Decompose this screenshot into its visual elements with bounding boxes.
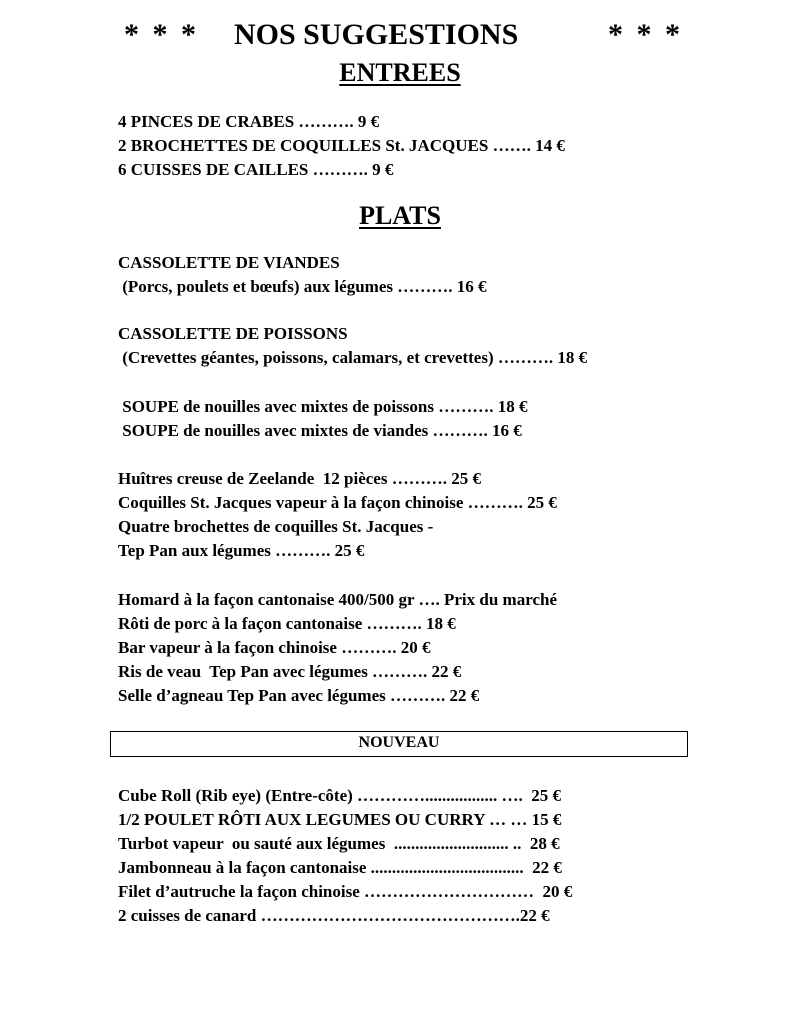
plat-line: Bar vapeur à la façon chinoise ………. 20 € <box>118 638 431 657</box>
plat-line: Tep Pan aux légumes ………. 25 € <box>118 541 365 560</box>
plat-line: SOUPE de nouilles avec mixtes de viandes ………. 16 € <box>118 421 522 440</box>
plat-line: (Porcs, poulets et bœufs) aux légumes ………. 16 € <box>118 277 487 296</box>
nouveau-label: NOUVEAU <box>358 734 440 751</box>
entree-item: 4 PINCES DE CRABES ………. 9 € <box>118 112 380 131</box>
nouveau-item: Turbot vapeur ou sauté aux légumes ........................... .. 28 € <box>118 834 560 853</box>
nouveau-item: 2 cuisses de canard ……………………………………….22 € <box>118 906 550 925</box>
plat-line: Ris de veau Tep Pan avec légumes ………. 22 € <box>118 662 462 681</box>
plat-line: Rôti de porc à la façon cantonaise ………. 18 € <box>118 614 456 633</box>
plat-line: CASSOLETTE DE VIANDES <box>118 253 340 272</box>
plat-line: CASSOLETTE DE POISSONS <box>118 324 348 343</box>
plat-line: Huîtres creuse de Zeelande 12 pièces ………. 25 € <box>118 469 481 488</box>
nouveau-item: Cube Roll (Rib eye) (Entre-côte) …………................. …. 25 € <box>118 786 562 805</box>
nouveau-item: Filet d’autruche la façon chinoise ………………………… 20 € <box>118 882 573 901</box>
nouveau-item: Jambonneau à la façon cantonaise .................................... 22 € <box>118 858 562 877</box>
entree-item: 6 CUISSES DE CAILLES ………. 9 € <box>118 160 394 179</box>
plat-line: Coquilles St. Jacques vapeur à la façon chinoise ………. 25 € <box>118 493 557 512</box>
entrees-heading: ENTREES <box>339 58 461 87</box>
title-stars-left: * * * <box>124 18 199 51</box>
title-text: NOS SUGGESTIONS <box>234 18 519 51</box>
nouveau-banner <box>110 731 688 757</box>
plat-line: (Crevettes géantes, poissons, calamars, et crevettes) ………. 18 € <box>118 348 588 367</box>
plat-line: Quatre brochettes de coquilles St. Jacques - <box>118 517 434 536</box>
nouveau-item: 1/2 POULET RÔTI AUX LEGUMES OU CURRY … … 15 € <box>118 810 562 829</box>
plat-line: SOUPE de nouilles avec mixtes de poissons ………. 18 € <box>118 397 528 416</box>
plat-line: Homard à la façon cantonaise 400/500 gr …. Prix du marché <box>118 590 557 609</box>
entree-item: 2 BROCHETTES DE COQUILLES St. JACQUES ……. 14 € <box>118 136 565 155</box>
menu-title <box>0 18 800 58</box>
plat-line: Selle d’agneau Tep Pan avec légumes ………. 22 € <box>118 686 480 705</box>
title-stars-right: * * * <box>608 18 683 51</box>
plats-heading: PLATS <box>359 201 441 230</box>
